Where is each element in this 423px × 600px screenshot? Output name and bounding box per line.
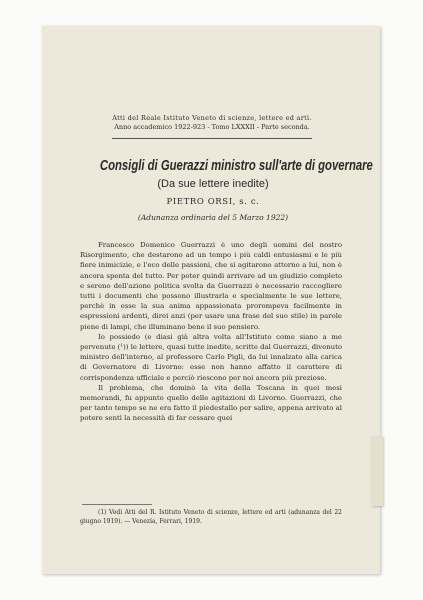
paragraph-2: Io possiedo (e diasi già altra volta all'Istituto come siano a me pervenute (¹)) le lettere, quasi tutte inedite, scritte dal Guerrazzi, divenuto ministro dell'interno, al professore Carlo Pigli, da lui innalzato alla carica di Governatore di Livorno: esse non hanno affatto il carattere di corrispondenza ufficiale e perciò riescono per noi ancora più preziose. bbox=[80, 332, 342, 382]
header-rule bbox=[112, 138, 312, 139]
header-line-1: Atti del Reale Istituto Veneto di scienze, lettere ed arti. bbox=[112, 114, 312, 122]
article-subtitle: (Da sue lettere inedite) bbox=[157, 178, 269, 190]
paragraph-1: Francesco Domenico Guerrazzi è uno degli uomini del nostro Risorgimento, che destarono ad un tempo i più caldi entusiasmi e le più fiere inimicizie, e l'eco delle passioni, che si agitarono attorno a lui, non è ancora spenta del tutto. Per poter quindi arrivare ad un giudizio completo e sereno dell'azione politica svolta da Guerrazzi è necessario raccogliere tutti i documenti che possono illustrarla e specialmente le sue lettere, perchè in esse la sua anima appassionata prorompeva facilmente in espressioni ardenti, direi anzi (per usare una frase del suo stile) in parole piene di lampi, che illuminano bene il suo pensiero. bbox=[80, 241, 342, 331]
author-line: PIETRO ORSI, s. c. bbox=[166, 197, 260, 207]
article-title: Consigli di Guerazzi ministro sull'arte di governare bbox=[99, 158, 373, 174]
document-page bbox=[42, 26, 380, 574]
body-text bbox=[80, 240, 342, 424]
session-line: (Adunanza ordinaria del 5 Marzo 1922) bbox=[137, 213, 289, 222]
paragraph-3: Il problema, che dominò la vita della Toscana in quei mesi memorandi, fu appunto quello delle agitazioni di Livorno. Guerrazzi, che per tanto tempo se ne era fatto il piedestallo per salire, appena arrivato al potere sentì la necessità di far cessare quei bbox=[80, 383, 342, 423]
footnote bbox=[80, 508, 342, 526]
page-tab bbox=[371, 436, 383, 506]
footnote-text: (1) Vedi Atti del R. Istituto Veneto di scienze, lettere ed arti (adunanza del 22 giugno 1919). — Venezia, Ferrari, 1919. bbox=[80, 509, 342, 525]
header-line-2: Anno accademico 1922-923 - Tomo LXXXII - Parte seconda. bbox=[114, 123, 310, 131]
footnote-rule bbox=[82, 504, 152, 505]
journal-header bbox=[72, 114, 352, 132]
